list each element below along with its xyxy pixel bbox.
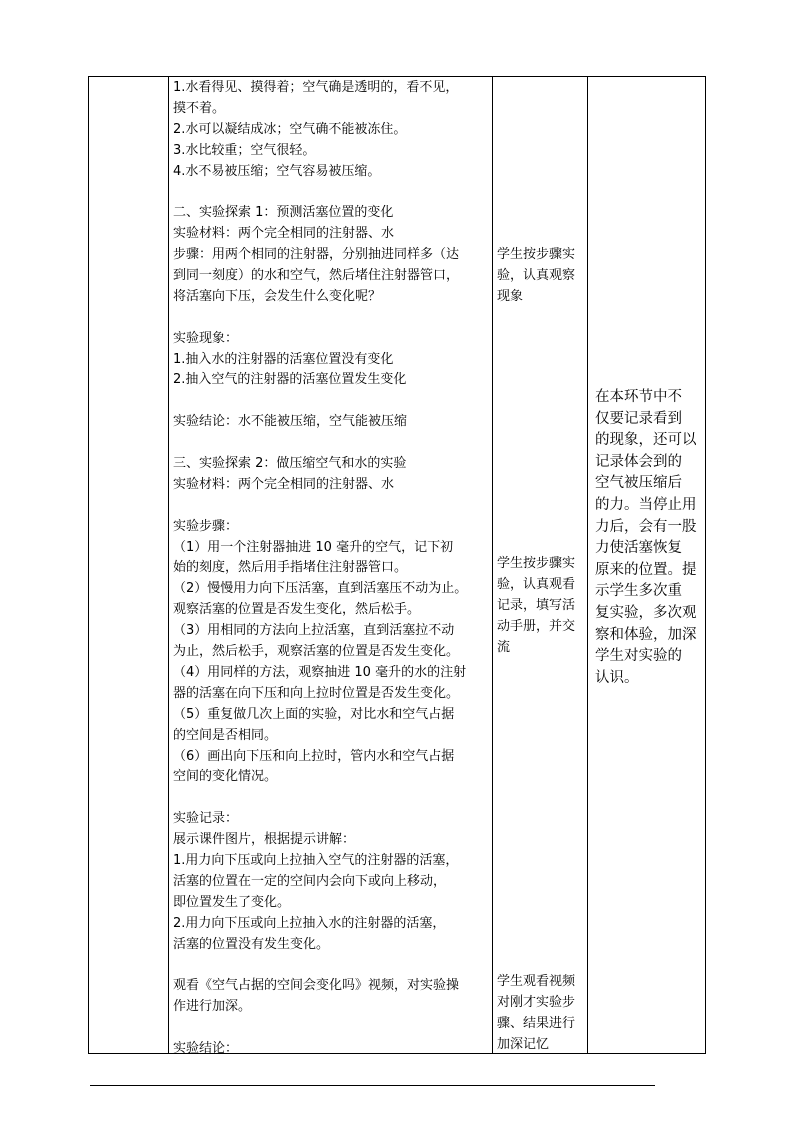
text-line: 的现象，还可以 (595, 432, 697, 449)
text-line: 始的刻度，然后用手指堵住注射器管口。 (173, 560, 408, 576)
text-line: 实验材料：两个完全相同的注射器、水 (173, 226, 395, 242)
text-line: 展示课件图片，根据提示讲解： (173, 832, 356, 848)
text-line: 在本环节中不 (595, 389, 682, 405)
text-line: 的力。当停止用 (595, 496, 697, 513)
text-line: 复实验，多次观 (595, 604, 697, 621)
student-activity-cell (497, 554, 575, 658)
text-line: 2.抽入空气的注射器的活塞位置发生变化 (173, 372, 407, 388)
lesson-plan-table (88, 76, 706, 1054)
text-line: 验，认真观看 (497, 576, 576, 592)
text-line: 空气被压缩后 (595, 475, 682, 492)
text-line: 记录体会到的 (595, 453, 682, 470)
text-line (173, 1018, 467, 1039)
text-line: 现象 (497, 288, 524, 304)
text-line: 原来的位置。提 (595, 561, 697, 578)
text-line: 4.水不易被压缩；空气容易被压缩。 (173, 163, 381, 179)
text-line: 动手册，并交 (497, 618, 576, 634)
text-line: 实验步骤： (173, 518, 239, 534)
text-line: 将活塞向下压，会发生什么变化呢？ (173, 288, 382, 304)
design-intent-cell (595, 387, 697, 689)
text-line: 记录，填写活 (497, 597, 576, 613)
text-line (173, 496, 467, 517)
text-line: 学生按步骤实 (497, 247, 576, 262)
text-line: 摸不着。 (173, 100, 226, 116)
text-line: 观看《空气占据的空间会变化吗》视频，对实验操 (173, 978, 460, 994)
text-line (173, 391, 467, 412)
text-line: 实验材料：两个完全相同的注射器、水 (173, 476, 395, 492)
text-line: 1.抽入水的注射器的活塞位置没有变化 (173, 351, 394, 367)
text-line: 对刚才实验步 (497, 994, 576, 1010)
text-line: 骤、结果进行 (497, 1015, 576, 1031)
text-line: 学生观看视频 (497, 974, 576, 989)
text-line: 步骤：用两个相同的注射器，分别抽进同样多（达 (173, 247, 460, 263)
text-line (173, 788, 467, 809)
text-line: 三、实验探索 2：做压缩空气和水的实验 (173, 456, 407, 472)
text-line: 活塞的位置在一定的空间内会向下或向上移动， (173, 873, 447, 889)
text-line: 实验结论： (173, 1040, 239, 1056)
text-line: 流 (497, 639, 511, 655)
text-line: 2.水可以凝结成冰；空气确不能被冻住。 (173, 121, 407, 137)
text-line (173, 433, 467, 454)
text-line: 观察活塞的位置是否发生变化，然后松手。 (173, 602, 421, 618)
column-divider (492, 77, 493, 1053)
text-line: （5）重复做几次上面的实验，对比水和空气占据 (173, 706, 455, 722)
text-line: 1.用力向下压或向上拉抽入空气的注射器的活塞， (173, 852, 459, 868)
text-line: 实验记录： (173, 811, 239, 827)
text-line: 学生对实验的 (595, 648, 682, 665)
text-line: 2.用力向下压或向上拉抽入水的注射器的活塞， (173, 915, 446, 931)
text-line: 的空间是否相同。 (173, 727, 278, 743)
text-line: 器的活塞在向下压和向上拉时位置是否发生变化。 (173, 685, 460, 701)
text-line (173, 182, 467, 203)
text-line: （1）用一个注射器抽进 10 毫升的空气，记下初 (173, 539, 454, 555)
column-divider (587, 77, 588, 1053)
text-line: 认识。 (595, 669, 639, 686)
footer-rule (90, 1085, 655, 1086)
text-line: 作进行加深。 (173, 999, 252, 1015)
text-line: （6）画出向下压和向上拉时，管内水和空气占据 (173, 748, 455, 764)
text-line: 察和体验，加深 (595, 626, 697, 643)
text-line: 学生按步骤实 (497, 556, 576, 571)
text-line: 加深记忆 (497, 1036, 550, 1052)
text-line: 到同一刻度）的水和空气，然后堵住注射器管口， (173, 268, 460, 284)
text-line: 力使活塞恢复 (595, 540, 682, 557)
student-activity-cell (497, 245, 575, 308)
teaching-content-cell (173, 78, 467, 1060)
text-line: 力后，会有一股 (595, 518, 697, 535)
text-line: 示学生多次重 (595, 583, 682, 600)
text-line: 为止，然后松手，观察活塞的位置是否发生变化。 (173, 644, 460, 660)
column-divider (168, 77, 169, 1053)
text-line: 仅要记录看到 (595, 410, 682, 427)
text-line: 1.水看得见、摸得着；空气确是透明的，看不见， (173, 80, 459, 95)
text-line: 空间的变化情况。 (173, 769, 278, 785)
text-line: 验，认真观察 (497, 267, 576, 283)
text-line: 3.水比较重；空气很轻。 (173, 142, 316, 158)
text-line: （3）用相同的方法向上拉活塞，直到活塞拉不动 (173, 623, 455, 639)
student-activity-cell (497, 972, 575, 1056)
text-line: 活塞的位置没有发生变化。 (173, 936, 330, 952)
text-line: （2）慢慢用力向下压活塞，直到活塞压不动为止。 (173, 581, 468, 597)
text-line: 实验结论：水不能被压缩，空气能被压缩 (173, 414, 408, 430)
text-line (173, 955, 467, 976)
text-line: （4）用同样的方法，观察抽进 10 毫升的水的注射 (173, 664, 467, 680)
text-line: 二、实验探索 1：预测活塞位置的变化 (173, 205, 394, 221)
text-line: 实验现象： (173, 330, 239, 346)
text-line: 即位置发生了变化。 (173, 894, 291, 910)
text-line (173, 308, 467, 329)
